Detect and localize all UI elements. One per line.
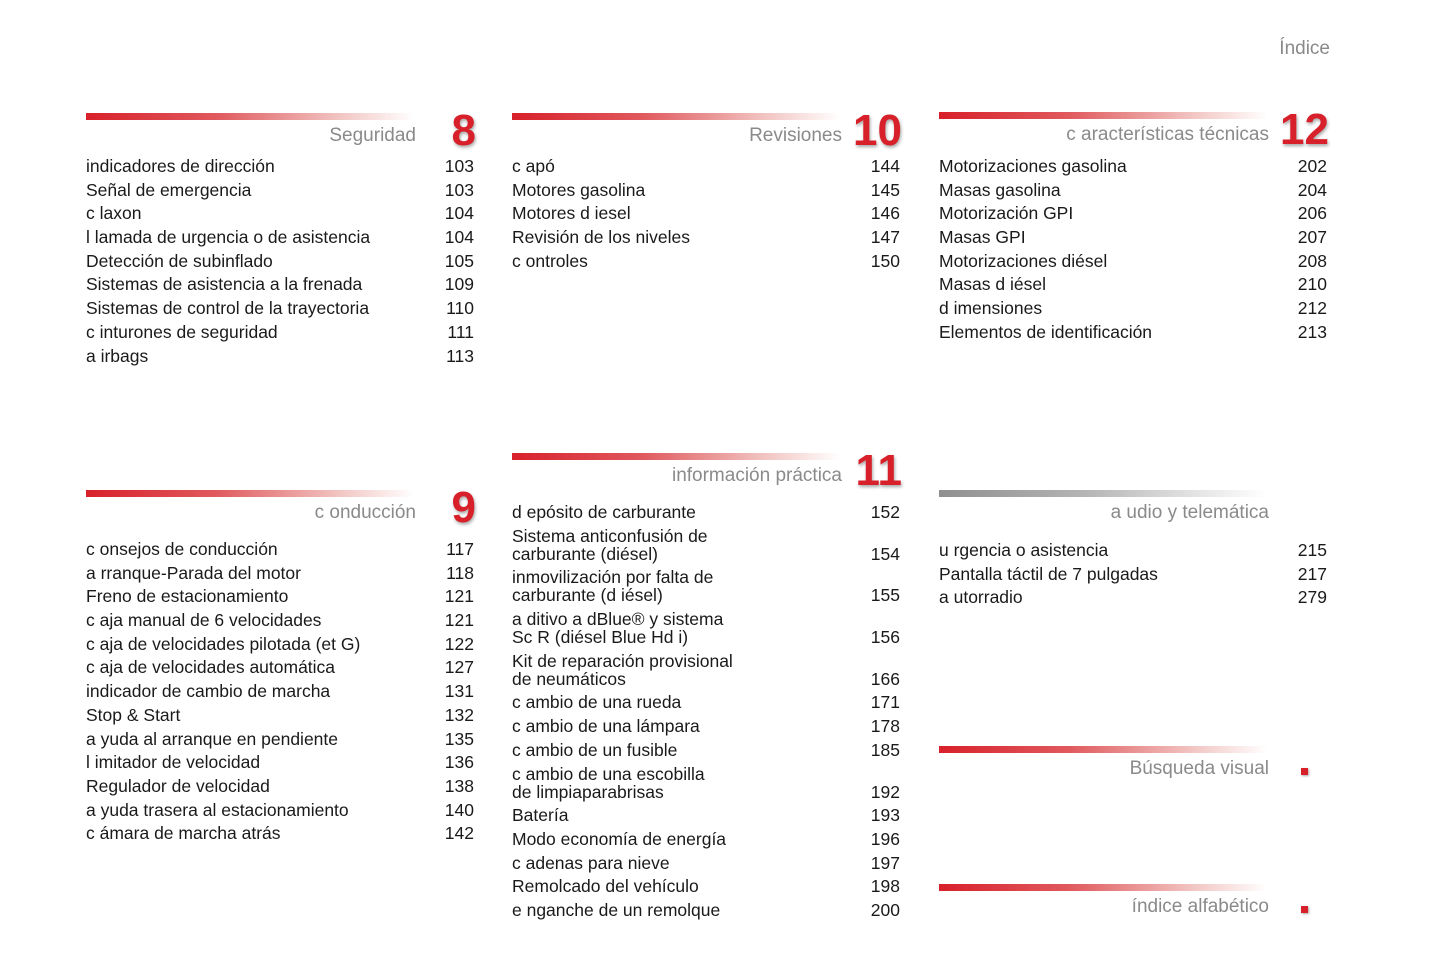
entry-label: a rranque-Parada del motor	[86, 562, 301, 583]
index-entry[interactable]	[86, 727, 474, 751]
entry-page-number: 111	[447, 321, 474, 342]
entry-label: Elementos de identificación	[939, 321, 1153, 342]
entry-label: c adenas para nieve	[512, 852, 670, 873]
index-entry[interactable]	[512, 762, 900, 804]
entry-page-number: 150	[870, 250, 900, 271]
entry-label: c ambio de una lámpara	[512, 716, 700, 737]
entry-label: Regulador de velocidad	[86, 775, 270, 796]
bullet-icon	[1301, 906, 1308, 913]
entry-page-number: 132	[444, 704, 474, 725]
section-title[interactable]: a udio y telemática	[1110, 502, 1269, 523]
entry-label: c ambio de una escobilla de limpiaparabrisas	[512, 763, 705, 802]
entry-page-number: 212	[1297, 298, 1327, 319]
section-bar	[939, 490, 1267, 497]
index-entry[interactable]	[86, 537, 474, 561]
entry-page-number: 136	[444, 752, 474, 773]
item-list	[512, 500, 900, 922]
section-title[interactable]: Revisiones	[749, 125, 842, 146]
entry-page-number: 171	[870, 692, 900, 713]
entry-label: a yuda al arranque en pendiente	[86, 728, 339, 749]
index-entry[interactable]	[939, 249, 1327, 273]
index-entry[interactable]	[512, 225, 900, 249]
entry-page-number: 110	[446, 298, 474, 319]
entry-page-number: 213	[1297, 321, 1327, 342]
index-entry[interactable]	[512, 690, 900, 714]
index-entry[interactable]	[86, 821, 474, 845]
entry-page-number: 118	[446, 562, 474, 583]
entry-label: e nganche de un remolque	[512, 899, 721, 920]
index-entry[interactable]	[86, 561, 474, 585]
section-bar	[86, 490, 414, 497]
entry-label: Motores gasolina	[512, 179, 646, 200]
page-title: Índice	[1279, 38, 1330, 59]
entry-label: Freno de estacionamiento	[86, 586, 289, 607]
entry-page-number: 279	[1297, 587, 1327, 608]
entry-page-number: 140	[444, 799, 474, 820]
index-entry[interactable]	[86, 320, 474, 344]
index-entry[interactable]	[86, 584, 474, 608]
entry-page-number: 204	[1297, 179, 1327, 200]
entry-label: c apó	[512, 156, 555, 176]
index-entry[interactable]	[86, 225, 474, 249]
entry-label: Motorizaciones gasolina	[939, 156, 1127, 176]
entry-label: Stop & Start	[86, 704, 181, 725]
entry-label: Sistema anticonfusión de carburante (diésel)	[512, 525, 708, 564]
section-bar	[86, 113, 414, 120]
entry-label: l imitador de velocidad	[86, 752, 261, 773]
index-entry[interactable]	[939, 296, 1327, 320]
index-entry[interactable]	[86, 201, 474, 225]
item-list	[86, 154, 474, 367]
entry-label: d epósito de carburante	[512, 502, 696, 522]
entry-page-number: 208	[1297, 250, 1327, 271]
entry-label: Kit de reparación provisional de neumáticos	[512, 650, 733, 689]
entry-label: l lamada de urgencia o de asistencia	[86, 227, 371, 248]
index-entry[interactable]	[939, 585, 1327, 609]
bullet-icon	[1301, 768, 1308, 775]
index-entry[interactable]	[86, 798, 474, 822]
entry-page-number: 117	[446, 539, 474, 559]
entry-page-number: 198	[870, 876, 900, 897]
entry-label: c ontroles	[512, 250, 588, 271]
index-entry[interactable]	[939, 320, 1327, 344]
entry-page-number: 206	[1297, 203, 1327, 224]
entry-page-number: 103	[444, 179, 474, 200]
index-entry[interactable]	[512, 803, 900, 827]
entry-page-number: 155	[870, 585, 900, 606]
index-entry[interactable]	[86, 679, 474, 703]
entry-page-number: 210	[1297, 274, 1327, 295]
entry-page-number: 121	[444, 610, 474, 631]
entry-label: Detección de subinflado	[86, 250, 273, 271]
index-entry[interactable]	[939, 272, 1327, 296]
entry-page-number: 147	[870, 227, 900, 248]
entry-label: Pantalla táctil de 7 pulgadas	[939, 563, 1158, 584]
entry-label: c inturones de seguridad	[86, 321, 278, 342]
entry-label: a yuda trasera al estacionamiento	[86, 799, 349, 820]
entry-page-number: 135	[444, 728, 474, 749]
entry-label: c aja de velocidades automática	[86, 657, 336, 678]
entry-label: Masas d iésel	[939, 274, 1046, 295]
index-entry[interactable]	[512, 178, 900, 202]
section-bar	[939, 746, 1267, 753]
section-title[interactable]: Búsqueda visual	[1129, 758, 1269, 779]
entry-label: Sistemas de asistencia a la frenada	[86, 274, 363, 295]
entry-page-number: 104	[444, 203, 474, 224]
index-entry[interactable]	[86, 608, 474, 632]
entry-page-number: 103	[444, 156, 474, 176]
entry-label: Masas gasolina	[939, 179, 1061, 200]
entry-page-number: 193	[870, 805, 900, 826]
section-bar	[939, 112, 1267, 119]
index-entry[interactable]	[512, 714, 900, 738]
section-bar	[939, 884, 1267, 891]
entry-page-number: 121	[444, 586, 474, 607]
index-entry[interactable]	[512, 738, 900, 762]
entry-label: c onsejos de conducción	[86, 539, 278, 559]
section-bar	[512, 453, 840, 460]
entry-label: Revisión de los niveles	[512, 227, 691, 248]
entry-page-number: 166	[870, 668, 900, 689]
entry-label: indicadores de dirección	[86, 156, 275, 176]
index-entry[interactable]	[939, 178, 1327, 202]
entry-label: c ámara de marcha atrás	[86, 823, 281, 844]
section-number: 12	[1280, 105, 1329, 154]
index-entry[interactable]	[86, 774, 474, 798]
entry-page-number: 144	[870, 156, 900, 176]
index-entry[interactable]	[939, 154, 1327, 178]
entry-page-number: 185	[870, 739, 900, 760]
entry-page-number: 215	[1297, 540, 1327, 560]
section-number: 11	[855, 446, 902, 495]
index-entry[interactable]	[86, 750, 474, 774]
entry-label: d imensiones	[939, 298, 1043, 319]
entry-page-number: 122	[444, 633, 474, 654]
entry-page-number: 104	[444, 227, 474, 248]
entry-label: a ditivo a dBlue® y sistema Sc R (diésel Blue Hd i)	[512, 609, 724, 648]
item-list	[939, 154, 1327, 344]
entry-label: Motorización GPI	[939, 203, 1074, 224]
index-entry[interactable]	[939, 538, 1327, 562]
entry-page-number: 127	[444, 657, 474, 678]
entry-page-number: 131	[444, 681, 474, 702]
section-title[interactable]: c aracterísticas técnicas	[1066, 124, 1269, 145]
entry-page-number: 142	[444, 823, 474, 844]
entry-label: c laxon	[86, 203, 142, 224]
index-entry[interactable]	[86, 178, 474, 202]
entry-page-number: 200	[870, 899, 900, 920]
entry-page-number: 145	[870, 179, 900, 200]
entry-page-number: 146	[870, 203, 900, 224]
index-entry[interactable]	[512, 827, 900, 851]
index-entry[interactable]	[512, 249, 900, 273]
index-entry[interactable]	[939, 225, 1327, 249]
section-title[interactable]: c onducción	[314, 502, 416, 523]
entry-label: Señal de emergencia	[86, 179, 252, 200]
entry-label: u rgencia o asistencia	[939, 540, 1109, 560]
entry-label: Masas GPI	[939, 227, 1026, 248]
section-bar	[512, 113, 840, 120]
index-entry[interactable]	[512, 154, 900, 178]
index-entry[interactable]	[512, 201, 900, 225]
entry-label: inmovilización por falta de carburante (d iésel)	[512, 567, 714, 606]
entry-page-number: 197	[870, 852, 900, 873]
index-entry[interactable]	[86, 344, 474, 368]
index-entry[interactable]	[512, 851, 900, 875]
index-entry[interactable]	[512, 524, 900, 566]
index-entry[interactable]	[512, 874, 900, 898]
entry-page-number: 152	[870, 502, 900, 522]
section-number: 8	[451, 106, 476, 155]
entry-label: Batería	[512, 805, 569, 826]
entry-label: Motores d iesel	[512, 203, 631, 224]
entry-page-number: 192	[870, 781, 900, 802]
index-entry[interactable]	[512, 607, 900, 649]
index-entry[interactable]	[86, 632, 474, 656]
entry-label: Remolcado del vehículo	[512, 876, 699, 897]
item-list	[86, 537, 474, 845]
entry-label: c aja de velocidades pilotada (et G)	[86, 633, 361, 654]
entry-label: a utorradio	[939, 587, 1023, 608]
entry-label: Sistemas de control de la trayectoria	[86, 298, 370, 319]
index-entry[interactable]	[86, 296, 474, 320]
index-entry[interactable]	[86, 154, 474, 178]
entry-label: c ambio de una rueda	[512, 692, 682, 713]
entry-label: Modo economía de energía	[512, 828, 727, 849]
section-number: 10	[853, 106, 902, 155]
section-title[interactable]: información práctica	[671, 465, 842, 486]
entry-page-number: 154	[870, 543, 900, 564]
entry-label: Motorizaciones diésel	[939, 250, 1108, 271]
entry-page-number: 156	[870, 627, 900, 648]
entry-label: c aja manual de 6 velocidades	[86, 610, 322, 631]
index-entry[interactable]	[86, 249, 474, 273]
entry-page-number: 178	[870, 716, 900, 737]
index-entry[interactable]	[86, 272, 474, 296]
entry-label: indicador de cambio de marcha	[86, 681, 331, 702]
item-list	[512, 154, 900, 272]
entry-page-number: 109	[444, 274, 474, 295]
entry-page-number: 196	[870, 828, 900, 849]
entry-page-number: 105	[444, 250, 474, 271]
entry-page-number: 138	[444, 775, 474, 796]
entry-page-number: 202	[1297, 156, 1327, 176]
index-entry[interactable]	[86, 655, 474, 679]
section-number: 9	[451, 483, 476, 532]
index-entry[interactable]	[512, 649, 900, 691]
entry-label: a irbags	[86, 345, 149, 366]
section-title[interactable]: Seguridad	[329, 125, 416, 146]
index-entry[interactable]	[939, 201, 1327, 225]
entry-page-number: 207	[1297, 227, 1327, 248]
entry-label: c ambio de un fusible	[512, 739, 678, 760]
index-entry[interactable]	[512, 898, 900, 922]
index-entry[interactable]	[512, 500, 900, 524]
index-entry[interactable]	[512, 565, 900, 607]
section-title[interactable]: índice alfabético	[1131, 896, 1269, 917]
index-entry[interactable]	[86, 703, 474, 727]
entry-page-number: 113	[446, 345, 474, 366]
index-entry[interactable]	[939, 562, 1327, 586]
item-list	[939, 538, 1327, 609]
entry-page-number: 217	[1297, 563, 1327, 584]
